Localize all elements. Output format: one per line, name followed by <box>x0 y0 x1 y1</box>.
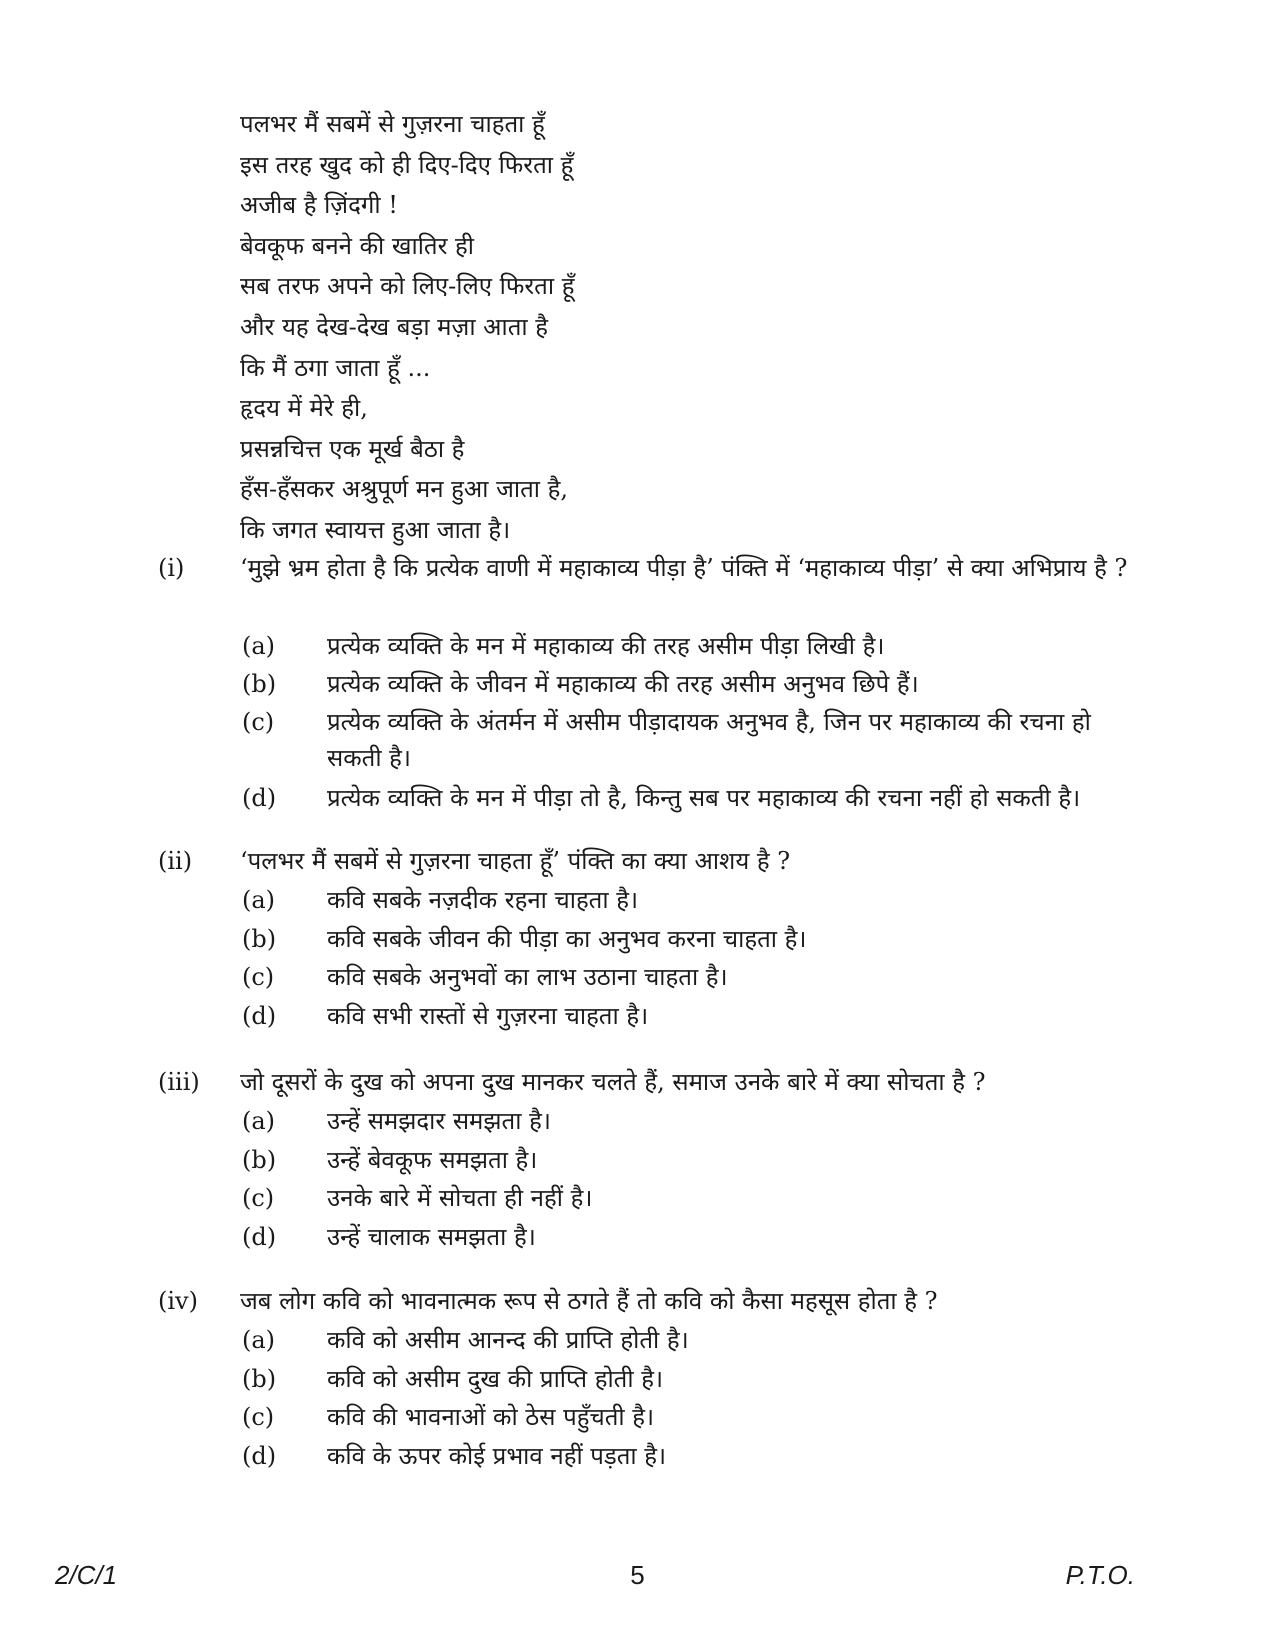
question-text: ‘मुझे भ्रम होता है कि प्रत्येक वाणी में महाकाव्य पीड़ा है’ पंक्ति में ‘महाकाव्य पीड़ा’ से क्या अभिप्राय है ? <box>240 554 1128 582</box>
option-text: प्रत्येक व्यक्ति के जीवन में महाकाव्य की तरह असीम अनुभव छिपे हैं। <box>327 670 919 698</box>
question-number: (ii) <box>158 847 193 875</box>
pto-label: P.T.O. <box>1065 1560 1135 1590</box>
option-text: उन्हें चालाक समझता है। <box>327 1223 536 1251</box>
option-label: (d) <box>242 1442 277 1470</box>
option-label: (d) <box>242 784 277 812</box>
option-text: कवि के ऊपर कोई प्रभाव नहीं पड़ता है। <box>327 1442 667 1470</box>
poem-line: कि मैं ठगा जाता हूँ ... <box>240 353 431 382</box>
option-label: (d) <box>242 1002 277 1030</box>
option-label: (c) <box>242 963 275 991</box>
question-number: (iii) <box>158 1068 200 1096</box>
option-label: (b) <box>242 925 277 953</box>
option-text: उन्हें समझदार समझता है। <box>327 1107 551 1135</box>
poem-line: प्रसन्नचित्त एक मूर्ख बैठा है <box>240 434 465 463</box>
poem-line: इस तरह खुद को ही दिए-दिए फिरता हूँ <box>240 150 574 179</box>
option-label: (b) <box>242 1146 277 1174</box>
poem-line: हँस-हँसकर अश्रुपूर्ण मन हुआ जाता है, <box>240 475 568 504</box>
page-number: 5 <box>630 1560 645 1590</box>
question-text: जो दूसरों के दुख को अपना दुख मानकर चलते हैं, समाज उनके बारे में क्या सोचता है ? <box>240 1068 986 1096</box>
option-text: कवि सभी रास्तों से गुज़रना चाहता है। <box>327 1002 649 1030</box>
option-label: (a) <box>242 1326 276 1354</box>
poem-line: हृदय में मेरे ही, <box>240 394 368 423</box>
option-text: प्रत्येक व्यक्ति के मन में महाकाव्य की तरह असीम पीड़ा लिखी है। <box>327 632 885 660</box>
option-label: (a) <box>242 632 276 660</box>
option-label: (c) <box>242 1184 275 1212</box>
option-text: उनके बारे में सोचता ही नहीं है। <box>327 1184 593 1212</box>
option-text: कवि की भावनाओं को ठेस पहुँचती है। <box>327 1403 655 1431</box>
option-label: (c) <box>242 708 275 736</box>
option-text: प्रत्येक व्यक्ति के मन में पीड़ा तो है, किन्तु सब पर महाकाव्य की रचना नहीं हो सकती है। <box>327 784 1081 812</box>
poem-line: पलभर मैं सबमें से गुज़रना चाहता हूँ <box>240 110 545 138</box>
option-label: (a) <box>242 1107 276 1135</box>
poem-line: बेवकूफ बनने की खातिर ही <box>240 231 475 260</box>
poem-line: अजीब है ज़िंदगी ! <box>240 191 398 220</box>
option-label: (c) <box>242 1403 275 1431</box>
option-text: कवि सबके अनुभवों का लाभ उठाना चाहता है। <box>327 963 728 991</box>
option-label: (a) <box>242 886 276 914</box>
question-text: जब लोग कवि को भावनात्मक रूप से ठगते हैं तो कवि को कैसा महसूस होता है ? <box>240 1287 938 1315</box>
option-text: उन्हें बेवकूफ समझता है। <box>327 1146 538 1174</box>
poem-line: कि जगत स्वायत्त हुआ जाता है। <box>240 515 511 544</box>
option-text: कवि सबके जीवन की पीड़ा का अनुभव करना चाहता है। <box>327 925 807 953</box>
option-label: (b) <box>242 1365 277 1393</box>
poem-line: सब तरफ अपने को लिए-लिए फिरता हूँ <box>240 272 575 301</box>
question-number: (i) <box>158 554 185 582</box>
option-label: (b) <box>242 670 277 698</box>
question-text: ‘पलभर मैं सबमें से गुज़रना चाहता हूँ’ पंक्ति का क्या आशय है ? <box>240 847 791 875</box>
option-text: कवि को असीम आनन्द की प्राप्ति होती है। <box>327 1326 689 1354</box>
question-number: (iv) <box>158 1287 198 1315</box>
option-text: कवि सबके नज़दीक रहना चाहता है। <box>327 886 639 914</box>
paper-code: 2/C/1 <box>55 1560 118 1590</box>
option-text: प्रत्येक व्यक्ति के अंतर्मन में असीम पीड़ादायक अनुभव है, जिन पर महाकाव्य की रचना हो सकती है। <box>327 708 1091 772</box>
poem-line: और यह देख-देख बड़ा मज़ा आता है <box>240 312 548 341</box>
option-text: कवि को असीम दुख की प्राप्ति होती है। <box>327 1365 664 1393</box>
option-label: (d) <box>242 1223 277 1251</box>
poem-excerpt <box>240 104 574 551</box>
